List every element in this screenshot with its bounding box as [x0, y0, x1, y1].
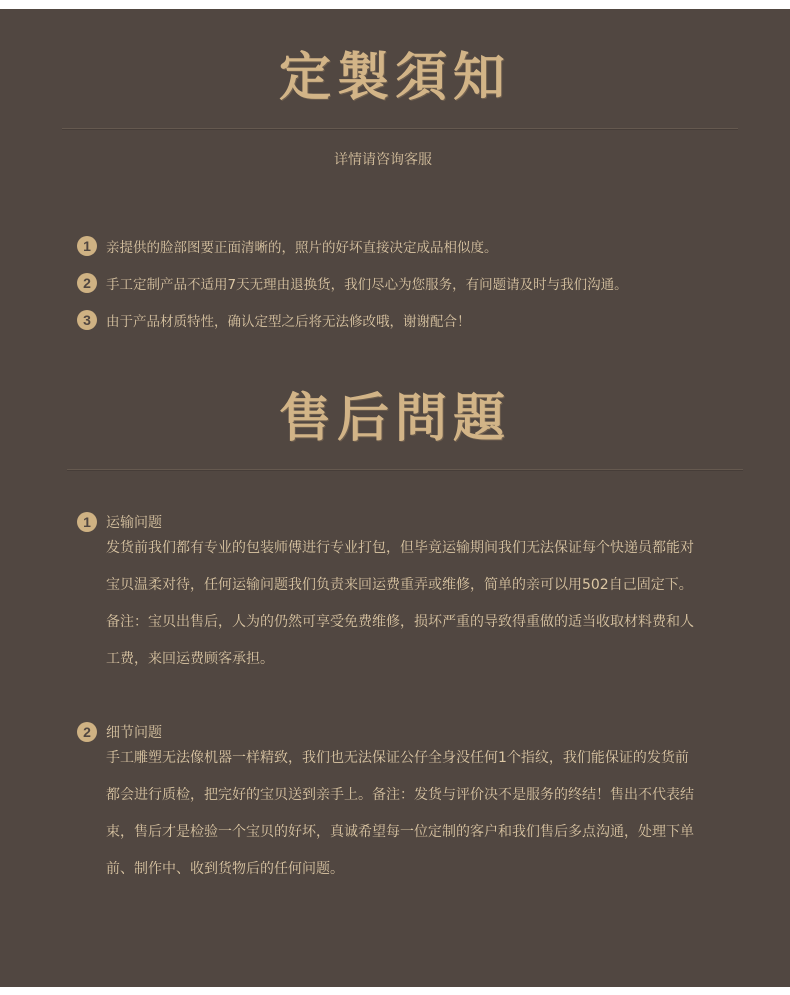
- customer-service-subtitle: 详情请咨询客服: [334, 152, 432, 168]
- paragraph-line: 发货前我们都有专业的包装师傅进行专业打包，但毕竟运输期间我们无法保证每个快递员都能对: [106, 540, 694, 556]
- notice-item: [77, 272, 628, 294]
- number-badge: 1: [77, 512, 97, 532]
- paragraph-line: 工费，来回运费顾客承担。: [106, 651, 274, 667]
- title-divider: [67, 469, 743, 471]
- notice-item: [77, 309, 471, 331]
- notice-item-text: 由于产品材质特性，确认定型之后将无法修改哦，谢谢配合！: [106, 314, 471, 330]
- paragraph-line: 束，售后才是检验一个宝贝的好坏，真诚希望每一位定制的客户和我们售后多点沟通，处理下单: [106, 824, 694, 840]
- shipping-paragraph: [106, 530, 746, 678]
- paragraph-line: 都会进行质检，把完好的宝贝送到亲手上。备注：发货与评价决不是服务的终结！售出不代表结: [106, 787, 694, 803]
- number-badge: 1: [77, 236, 97, 256]
- notice-item-text: 亲提供的脸部图要正面清晰的，照片的好坏直接决定成品相似度。: [106, 240, 498, 256]
- paragraph-line: 宝贝温柔对待，任何运输问题我们负责来回运费重弄或维修，简单的亲可以用502自己固定下。: [106, 577, 693, 593]
- after-sales-title: 售后問題: [278, 388, 511, 449]
- custom-notice-title: 定製須知: [278, 47, 511, 108]
- section-title: 细节问题: [106, 725, 162, 741]
- title-divider: [62, 128, 738, 130]
- details-paragraph: [106, 740, 746, 888]
- paragraph-line: 前、制作中、收到货物后的任何问题。: [106, 861, 344, 877]
- number-badge: 2: [77, 273, 97, 293]
- notice-item: [77, 235, 498, 257]
- number-badge: 2: [77, 722, 97, 742]
- section-title: 运输问题: [106, 515, 162, 531]
- paragraph-line: 手工雕塑无法像机器一样精致，我们也无法保证公仔全身没任何1个指纹，我们能保证的发货前: [106, 750, 689, 766]
- paragraph-line: 备注：宝贝出售后，人为的仍然可享受免费维修，损坏严重的导致得重做的适当收取材料费和人: [106, 614, 694, 630]
- number-badge: 3: [77, 310, 97, 330]
- custom-notice-page: [0, 9, 790, 987]
- notice-item-text: 手工定制产品不适用7天无理由退换货，我们尽心为您服务，有问题请及时与我们沟通。: [106, 277, 628, 293]
